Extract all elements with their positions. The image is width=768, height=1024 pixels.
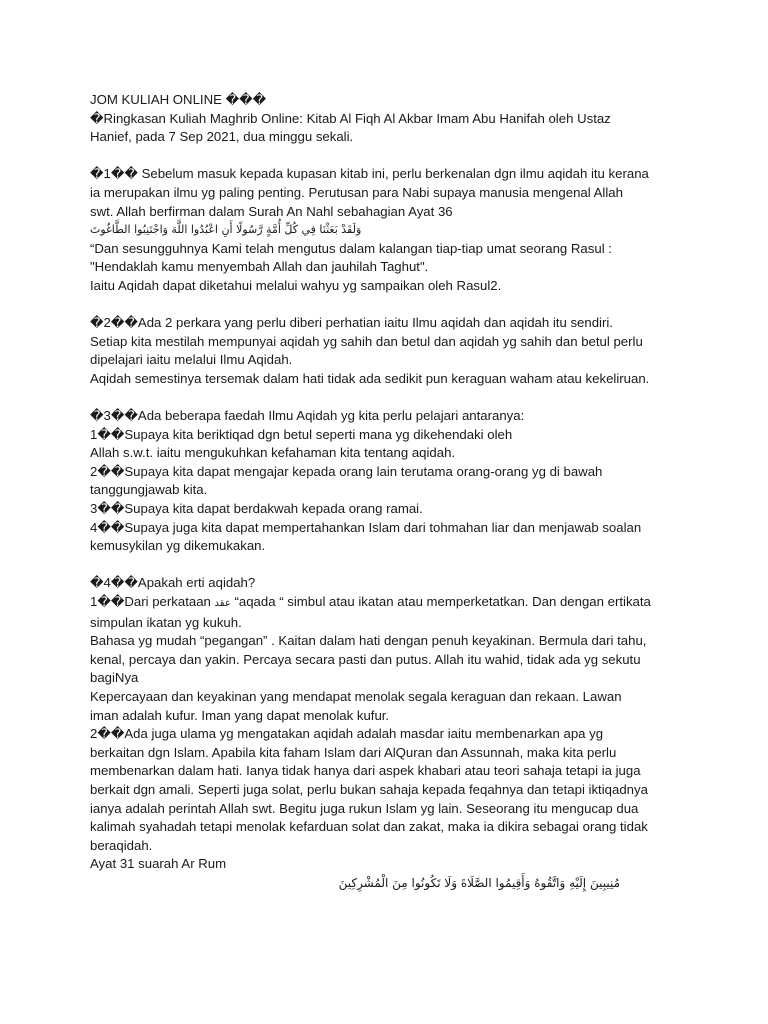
section3-line: 2��Supaya kita dapat mengajar kepada orang lain terutama orang-orang yg di bawah [90, 463, 603, 479]
section3-line: 4��Supaya juga kita dapat mempertahankan Islam dari tohmahan liar dan menjawab soalan [90, 519, 642, 535]
section3-line: �3��Ada beberapa faedah Ilmu Aqidah yg kita perlu pelajari antaranya: [90, 408, 525, 424]
paragraph-spacer [90, 296, 708, 315]
point1-prefix: 1��Dari perkataan [90, 594, 215, 610]
section4-heading: �4��Apakah erti aqidah? [90, 575, 256, 591]
arabic-verse-an-nahl: وَلَقَدْ بَعَثْنَا فِي كُلِّ أُمَّةٍ رَّسُولًا أَنِ اعْبُدُوا اللَّهَ وَاجْتَنِبُوا الطَّاغُوتَ [90, 223, 362, 237]
translation-line: “Dan sesungguhnya Kami telah mengutus dalam kalangan tiap-tiap umat seorang Rasul : [90, 240, 612, 256]
section4-line: bagiNya [90, 670, 139, 686]
section3-line: 3��Supaya kita dapat berdakwah kepada orang ramai. [90, 501, 423, 517]
document-title: JOM KULIAH ONLINE ��� [90, 92, 267, 107]
section4-line: ianya adalah perintah Allah swt. Begitu juga rukun Islam yg lain. Seseorang itu mengucap dua [90, 800, 639, 816]
section4-line: membenarkan dalam hati. Ianya tidak hanya dari aspek khabari atau teori sahaja tetapi ia juga [90, 763, 641, 779]
translation-line: Iaitu Aqidah dapat diketahui melalui wahyu yg sampaikan oleh Rasul2. [90, 277, 502, 293]
paragraph-spacer [90, 147, 708, 166]
section1-line: �1�� Sebelum masuk kepada kupasan kitab ini, perlu berkenalan dgn ilmu aqidah itu kerana [90, 166, 649, 182]
point1-suffix: “aqada “ simbul atau ikatan atau memperketatkan. Dan dengan ertikata [230, 594, 651, 610]
paragraph-spacer [90, 556, 708, 575]
section4-point1 [90, 593, 708, 614]
section1-line: ia merupakan ilmu yg paling penting. Perutusan para Nabi supaya manusia mengenal Allah [90, 184, 623, 200]
translation-line: "Hendaklah kamu menyembah Allah dan jauhilah Taghut". [90, 259, 429, 275]
section4-line: iman adalah kufur. Iman yang dapat menolak kufur. [90, 707, 390, 723]
section4-line: 2��Ada juga ulama yg mengatakan aqidah adalah masdar iaitu membenarkan apa yg [90, 726, 604, 742]
paragraph-spacer [90, 389, 708, 408]
intro-line: �Ringkasan Kuliah Maghrib Online: Kitab Al Fiqh Al Akbar Imam Abu Hanifah oleh Ustaz [90, 110, 611, 126]
section3-line: 1��Supaya kita beriktiqad dgn betul seperti mana yg dikehendaki oleh [90, 426, 513, 442]
section4-line: Ayat 31 suarah Ar Rum [90, 856, 227, 872]
section4-line: berkaitan dgn Islam. Apabila kita faham Islam dari AlQuran dan Assunnah, maka kita perlu [90, 744, 617, 760]
arabic-word-aqada: عقد [214, 598, 231, 610]
section4-line: beraqidah. [90, 837, 153, 853]
section4-line: Kepercayaan dan keyakinan yang mendapat menolak segala keraguan dan rekaan. Lawan [90, 689, 622, 704]
intro-line: Hanief, pada 7 Sep 2021, dua minggu sekali. [90, 129, 354, 145]
section4-line: berkait dgn amali. Seperti juga solat, perlu bukan sahaja kepada feqahnya dan tetapi iktiqadnya [90, 781, 648, 797]
section3-line: kemusykilan yg dikemukakan. [90, 538, 266, 554]
section2-line: Setiap kita mestilah mempunyai aqidah yg sahih dan betul dan aqidah yg sahih dan betul perlu [90, 333, 643, 349]
section2-line: Aqidah semestinya tersemak dalam hati tidak ada sedikit pun keraguan waham atau kekeliruan. [90, 370, 650, 386]
section2-line: dipelajari iaitu melalui Ilmu Aqidah. [90, 352, 293, 368]
section4-line: kenal, percaya dan yakin. Percaya secara pasti dan putus. Allah itu wahid, tidak ada yg sekutu [90, 651, 641, 667]
arabic-verse-ar-rum: مُنِيبِينَ إِلَيْهِ وَاتَّقُوهُ وَأَقِيمُوا الصَّلَاةَ وَلَا تَكُونُوا مِنَ الْمُشْرِكِينَ [338, 875, 620, 890]
section4-line: kalimah syahadah tetapi menolak kefarduan solat dan zakat, maka ia dikira sebagai orang tidak [90, 819, 648, 835]
section3-line: tanggungjawab kita. [90, 482, 208, 498]
section4-line: simpulan ikatan yg kukuh. [90, 614, 242, 630]
section1-line: swt. Allah berfirman dalam Surah An Nahl sebahagian Ayat 36 [90, 203, 453, 219]
section3-line: Allah s.w.t. iaitu mengukuhkan kefahaman kita tentang aqidah. [90, 445, 456, 461]
section2-line: �2��Ada 2 perkara yang perlu diberi perhatian iaitu Ilmu aqidah dan aqidah itu sendiri. [90, 315, 613, 331]
section4-line: Bahasa yg mudah “pegangan” . Kaitan dalam hati dengan penuh keyakinan. Bermula dari tahu, [90, 633, 647, 649]
